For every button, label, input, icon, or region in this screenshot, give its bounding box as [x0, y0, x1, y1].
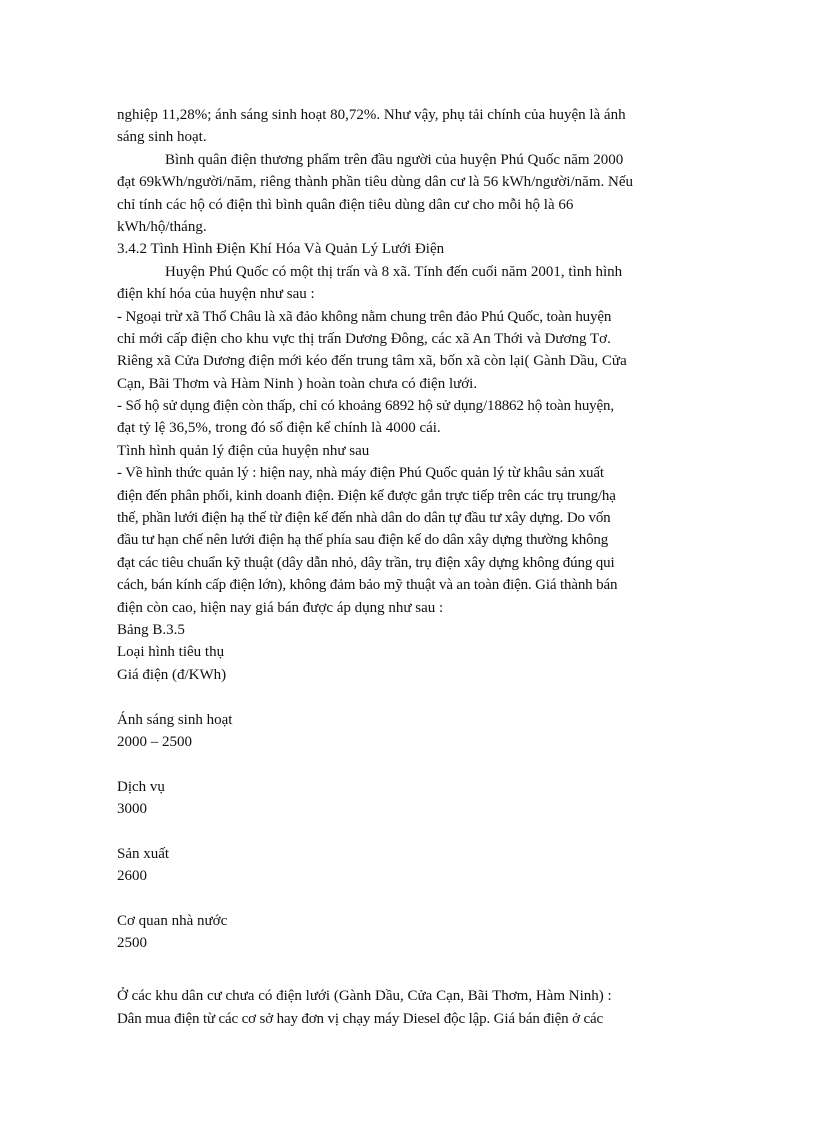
- section-heading: 3.4.2 Tình Hình Điện Khí Hóa Và Quản Lý Lưới Điện: [117, 241, 445, 258]
- text-line: đạt tỷ lệ 36,5%, trong đó số điện kế chính là 4000 cái.: [117, 420, 441, 437]
- text-line: Huyện Phú Quốc có một thị trấn và 8 xã. Tính đến cuối năm 2001, tình hình: [165, 263, 623, 280]
- bullet-management-form: [117, 462, 697, 619]
- table-row: [117, 776, 697, 821]
- table-cell-price: 2000 – 2500: [117, 733, 192, 750]
- text-line: Ở các khu dân cư chưa có điện lưới (Gành Dầu, Cửa Cạn, Bãi Thơm, Hàm Ninh) :: [117, 988, 612, 1005]
- table-cell-price: 3000: [117, 801, 147, 818]
- table-cell-type: Dịch vụ: [117, 778, 165, 795]
- text-line: sáng sinh hoạt.: [117, 129, 207, 146]
- table-cell-price: 2600: [117, 868, 147, 885]
- price-table: [117, 619, 697, 955]
- paragraph-electrification: [117, 261, 697, 306]
- text-line: đạt 69kWh/người/năm, riêng thành phần tiêu dùng dân cư là 56 kWh/người/năm. Nếu: [117, 174, 633, 191]
- text-line: thế, phần lưới điện hạ thế từ điện kế đến nhà dân do dân tự đầu tư xây dựng. Do vốn: [117, 510, 611, 527]
- table-cell-price: 2500: [117, 935, 147, 952]
- text-line: - Số hộ sử dụng điện còn thấp, chỉ có khoảng 6892 hộ sử dụng/18862 hộ toàn huyện,: [117, 398, 614, 415]
- table-row: [117, 843, 697, 888]
- text-line: - Ngoại trừ xã Thổ Châu là xã đảo không nằm chung trên đảo Phú Quốc, toàn huyện: [117, 308, 612, 325]
- bullet-household-usage: [117, 395, 697, 440]
- paragraph-load-share: [117, 104, 697, 149]
- text-line: điện khí hóa của huyện như sau :: [117, 286, 315, 303]
- table-caption: Bảng B.3.5: [117, 621, 185, 638]
- text-line: Cạn, Bãi Thơm và Hàm Ninh ) hoàn toàn chưa có điện lưới.: [117, 375, 478, 392]
- table-header-type: Loại hình tiêu thụ: [117, 644, 225, 661]
- text-line: điện đến phân phối, kinh doanh điện. Điện kế được gắn trực tiếp trên các trụ trung/hạ: [117, 487, 616, 504]
- table-row: [117, 709, 697, 754]
- bullet-grid-coverage: [117, 306, 697, 396]
- table-cell-type: Ánh sáng sinh hoạt: [117, 711, 233, 728]
- paragraph-per-capita: [117, 149, 697, 239]
- table-row: [117, 910, 697, 955]
- text-line: - Về hình thức quản lý : hiện nay, nhà máy điện Phú Quốc quản lý từ khâu sản xuất: [117, 465, 604, 482]
- table-cell-type: Cơ quan nhà nước: [117, 913, 228, 930]
- document-page: [117, 104, 697, 1030]
- text-line: cách, bán kính cấp điện lớn), không đảm bảo mỹ thuật và an toàn điện. Giá thành bán: [117, 577, 618, 594]
- text-line: đầu tư hạn chế nên lưới điện hạ thế phía sau điện kế do dân xây dựng thường không: [117, 532, 609, 549]
- text-line: nghiệp 11,28%; ánh sáng sinh hoạt 80,72%. Như vậy, phụ tải chính của huyện là ánh: [117, 107, 626, 123]
- paragraph-management-intro: Tình hình quản lý điện của huyện như sau: [117, 442, 370, 459]
- text-line: đạt các tiêu chuẩn kỹ thuật (dây dẫn nhỏ, dây trần, trụ điện xây dựng không đúng qui: [117, 554, 615, 571]
- text-line: chỉ tính các hộ có điện thì bình quân điện tiêu dùng dân cư cho mỗi hộ là 66: [117, 196, 574, 213]
- text-line: Bình quân điện thương phẩm trên đầu người của huyện Phú Quốc năm 2000: [165, 151, 624, 168]
- table-cell-type: Sản xuất: [117, 845, 170, 862]
- text-line: kWh/hộ/tháng.: [117, 218, 207, 235]
- text-line: chỉ mới cấp điện cho khu vực thị trấn Dương Đông, các xã An Thới và Dương Tơ.: [117, 330, 611, 347]
- paragraph-off-grid: [117, 963, 697, 1030]
- table-header-price: Giá điện (đ/KWh): [117, 666, 227, 683]
- text-line: Riêng xã Cửa Dương điện mới kéo đến trung tâm xã, bốn xã còn lại( Gành Dầu, Cửa: [117, 353, 627, 370]
- text-line: điện còn cao, hiện nay giá bán được áp dụng như sau :: [117, 599, 444, 616]
- text-line: Dân mua điện từ các cơ sở hay đơn vị chạy máy Diesel độc lập. Giá bán điện ở các: [117, 1010, 604, 1027]
